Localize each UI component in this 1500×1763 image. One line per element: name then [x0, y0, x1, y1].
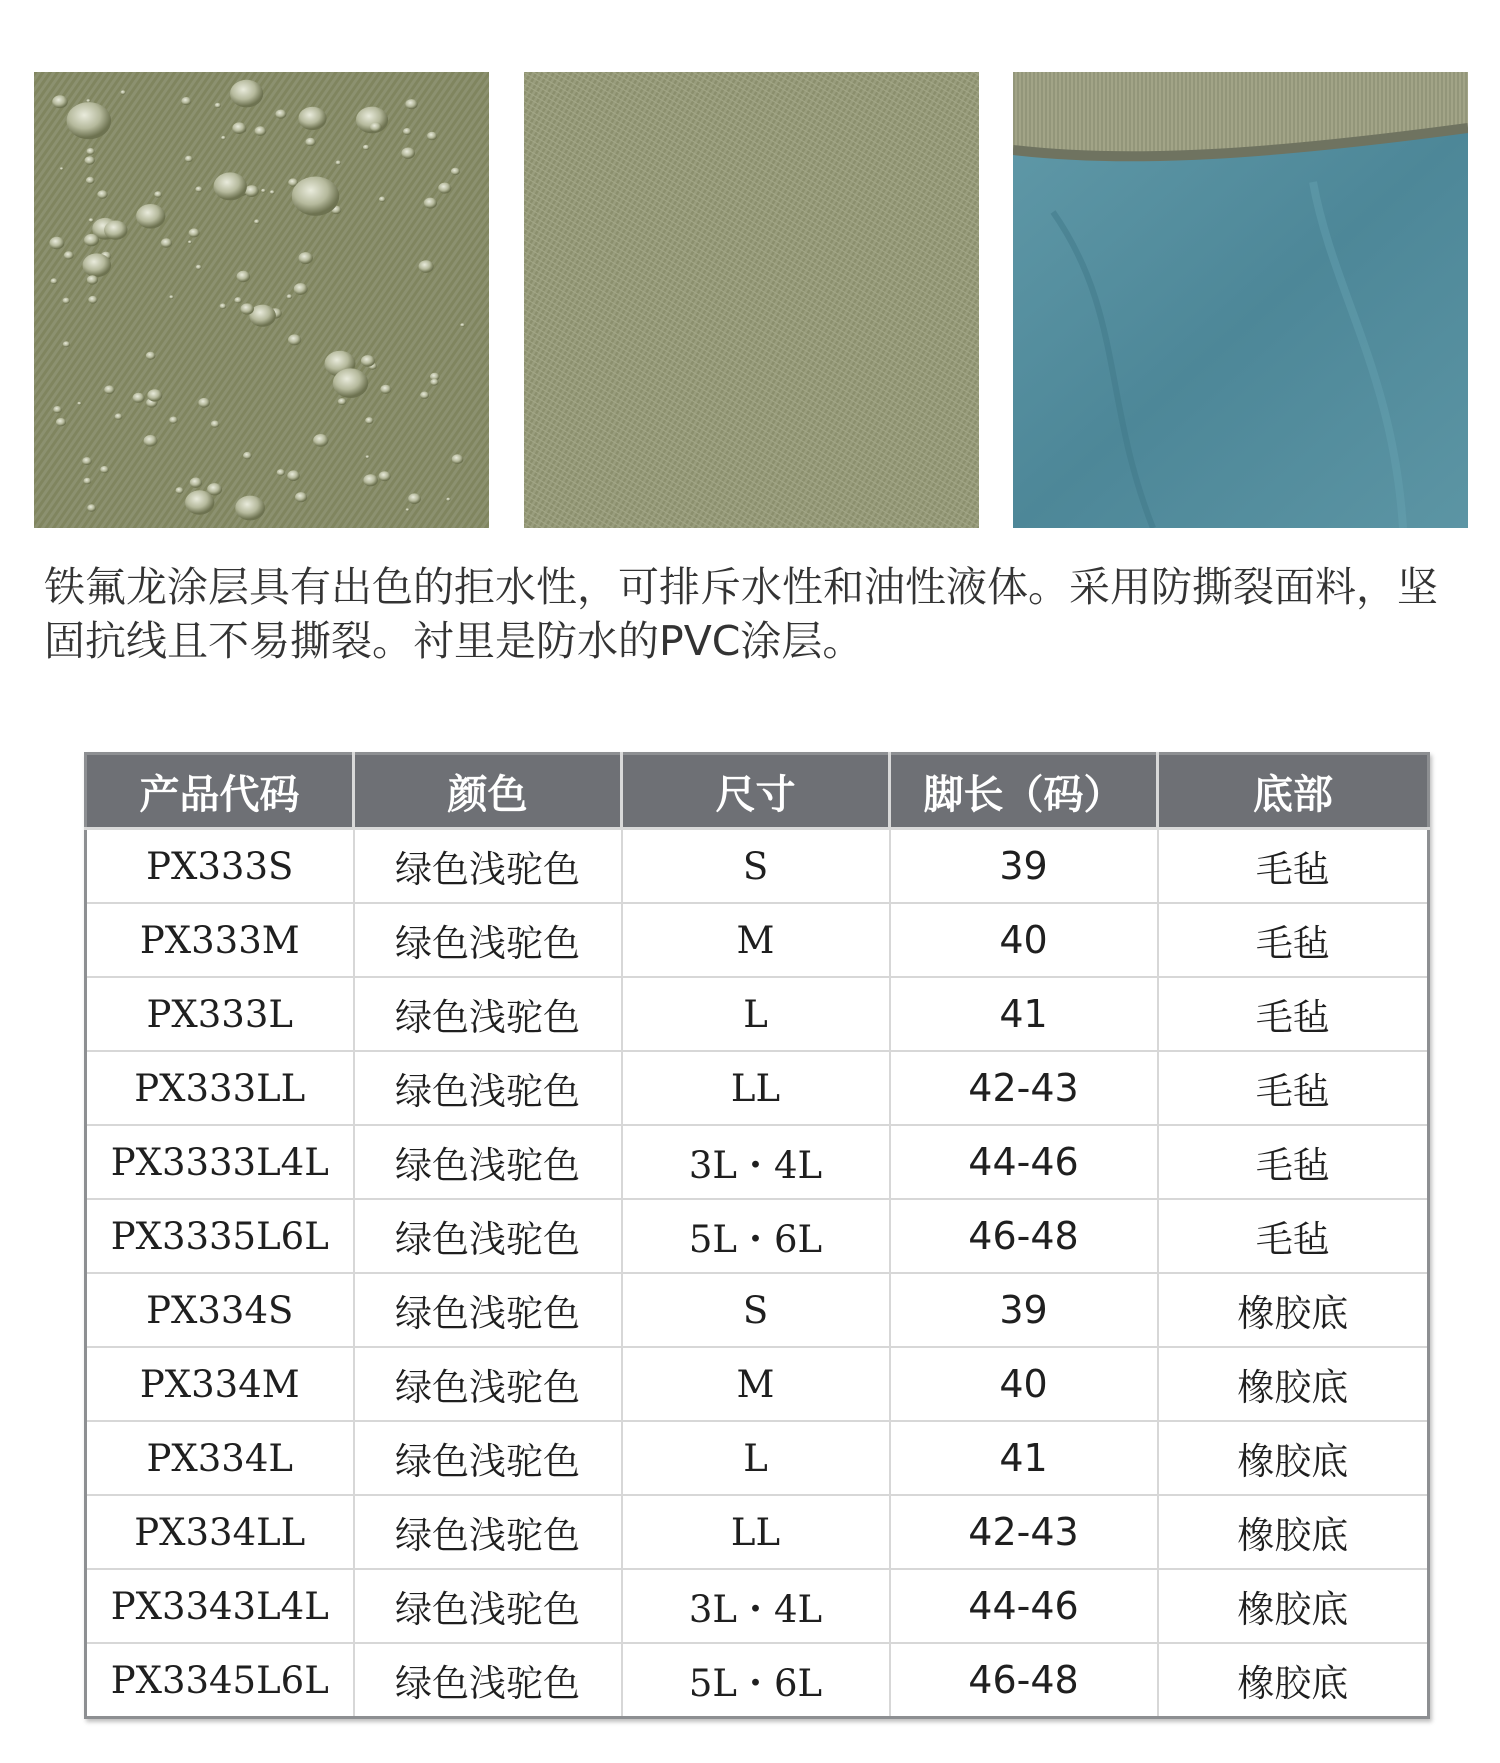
cell-size: 5L・6L	[622, 1199, 890, 1273]
cell-sole: 毛毡	[1158, 903, 1429, 977]
water-droplet	[161, 238, 172, 247]
water-droplet	[87, 148, 95, 155]
table-row	[86, 1495, 1429, 1569]
water-droplet	[154, 191, 162, 197]
water-droplet	[169, 295, 173, 299]
cell-sole: 橡胶底	[1158, 1421, 1429, 1495]
water-droplet	[146, 352, 156, 360]
water-droplet	[363, 474, 378, 486]
water-droplet	[121, 90, 126, 94]
water-droplet	[446, 498, 450, 502]
cell-color: 绿色浅驼色	[354, 1495, 622, 1569]
water-droplet	[60, 167, 64, 170]
cell-size: LL	[622, 1051, 890, 1125]
cell-size: S	[622, 1273, 890, 1347]
cell-foot-length: 42-43	[890, 1495, 1158, 1569]
cell-sole: 橡胶底	[1158, 1273, 1429, 1347]
water-droplet	[87, 275, 98, 284]
cell-product-code: PX334M	[86, 1347, 354, 1421]
water-droplet	[198, 398, 210, 408]
table-row	[86, 1051, 1429, 1125]
table-row	[86, 1569, 1429, 1643]
cell-color: 绿色浅驼色	[354, 1199, 622, 1273]
water-droplet	[235, 496, 265, 521]
cell-sole: 橡胶底	[1158, 1495, 1429, 1569]
cell-product-code: PX3343L4L	[86, 1569, 354, 1643]
water-droplet	[181, 97, 191, 105]
cell-product-code: PX333LL	[86, 1051, 354, 1125]
cell-product-code: PX334LL	[86, 1495, 354, 1569]
water-droplet	[365, 417, 373, 424]
water-droplet	[100, 466, 109, 473]
cell-color: 绿色浅驼色	[354, 1273, 622, 1347]
cell-sole: 橡胶底	[1158, 1569, 1429, 1643]
water-droplet	[241, 303, 254, 314]
cell-product-code: PX3335L6L	[86, 1199, 354, 1273]
cell-foot-length: 44-46	[890, 1125, 1158, 1199]
water-droplet	[237, 271, 251, 282]
cell-foot-length: 44-46	[890, 1569, 1158, 1643]
water-droplet	[136, 204, 165, 229]
water-droplet	[336, 161, 341, 166]
table-row	[86, 1347, 1429, 1421]
water-droplet	[254, 219, 259, 224]
cell-size: S	[622, 829, 890, 904]
water-droplet	[211, 421, 220, 428]
cell-sole: 橡胶底	[1158, 1347, 1429, 1421]
water-droplet	[86, 99, 90, 102]
water-droplet	[427, 132, 437, 141]
cell-foot-length: 39	[890, 1273, 1158, 1347]
cell-color: 绿色浅驼色	[354, 903, 622, 977]
water-droplet	[64, 251, 74, 259]
water-droplet	[288, 334, 301, 345]
table-row	[86, 977, 1429, 1051]
cell-color: 绿色浅驼色	[354, 1347, 622, 1421]
cell-sole: 毛毡	[1158, 1199, 1429, 1273]
table-row	[86, 1125, 1429, 1199]
cell-sole: 毛毡	[1158, 1051, 1429, 1125]
water-droplet	[195, 186, 202, 192]
water-droplet	[185, 156, 193, 163]
cell-sole: 毛毡	[1158, 1125, 1429, 1199]
cell-color: 绿色浅驼色	[354, 1421, 622, 1495]
water-droplet	[144, 435, 158, 447]
cell-foot-length: 46-48	[890, 1643, 1158, 1718]
water-droplet	[63, 298, 70, 304]
water-droplet	[230, 80, 263, 108]
water-droplet	[188, 241, 192, 244]
water-droplet	[460, 323, 465, 327]
water-droplet	[419, 260, 434, 273]
cell-product-code: PX3333L4L	[86, 1125, 354, 1199]
water-droplet	[190, 478, 202, 488]
cell-size: M	[622, 1347, 890, 1421]
water-droplet	[305, 138, 315, 147]
table-header-row	[86, 754, 1429, 829]
water-droplet	[438, 183, 451, 194]
water-droplet	[115, 413, 123, 419]
water-droplet	[366, 455, 370, 458]
water-droplet	[420, 392, 429, 399]
water-droplet	[189, 228, 200, 237]
water-droplet	[299, 252, 313, 264]
cell-size: L	[622, 1421, 890, 1495]
water-droplet	[84, 234, 99, 246]
water-droplet	[215, 103, 221, 108]
cell-size: 5L・6L	[622, 1643, 890, 1718]
water-droplet	[295, 492, 307, 502]
water-droplet	[452, 454, 464, 464]
water-droplet	[294, 283, 308, 295]
water-droplet	[185, 490, 214, 514]
water-droplet	[292, 177, 339, 216]
water-droplet	[406, 508, 410, 511]
water-droplet	[338, 398, 346, 405]
pvc-lining-image	[1013, 72, 1468, 528]
cell-sole: 毛毡	[1158, 829, 1429, 904]
water-droplet	[86, 177, 95, 184]
water-droplet	[277, 469, 285, 476]
water-droplet	[270, 190, 275, 194]
cell-foot-length: 41	[890, 977, 1158, 1051]
water-droplet	[451, 168, 460, 175]
water-droplet	[261, 189, 266, 193]
water-droplet	[287, 294, 292, 299]
header-size: 尺寸	[622, 754, 890, 829]
water-droplet	[275, 110, 286, 119]
water-droplet	[424, 198, 437, 209]
water-droplet	[221, 136, 226, 140]
fabric-texture-image	[524, 72, 979, 528]
water-droplet	[77, 402, 81, 405]
water-droplet	[104, 385, 115, 394]
water-droplet	[63, 341, 70, 347]
table-row	[86, 1273, 1429, 1347]
water-droplet	[379, 471, 391, 481]
water-droplet	[408, 493, 421, 504]
table-row	[86, 1643, 1429, 1718]
table-row	[86, 829, 1429, 904]
header-product-code: 产品代码	[86, 754, 354, 829]
water-droplet	[147, 389, 162, 401]
water-droplet	[82, 457, 92, 465]
water-droplet	[196, 265, 202, 270]
water-droplet	[176, 487, 184, 494]
cell-size: L	[622, 977, 890, 1051]
cell-color: 绿色浅驼色	[354, 1125, 622, 1199]
fabric-water-droplets-image	[34, 72, 489, 528]
cell-foot-length: 40	[890, 1347, 1158, 1421]
water-droplet	[234, 297, 241, 303]
cell-product-code: PX3345L6L	[86, 1643, 354, 1718]
cell-foot-length: 46-48	[890, 1199, 1158, 1273]
water-droplet	[405, 99, 417, 109]
water-droplet	[89, 218, 94, 222]
water-droplet	[53, 406, 62, 413]
cell-size: 3L・4L	[622, 1569, 890, 1643]
water-droplet	[49, 237, 64, 250]
water-droplet	[255, 126, 267, 136]
water-droplet	[104, 221, 127, 240]
table-row	[86, 1199, 1429, 1273]
cell-foot-length: 41	[890, 1421, 1158, 1495]
water-droplet	[83, 253, 112, 277]
header-sole: 底部	[1158, 754, 1429, 829]
cell-product-code: PX334S	[86, 1273, 354, 1347]
cell-size: 3L・4L	[622, 1125, 890, 1199]
water-droplet	[133, 393, 145, 403]
water-droplet	[430, 379, 438, 386]
water-droplet	[87, 504, 96, 511]
water-droplet	[85, 156, 95, 165]
water-droplet	[370, 122, 382, 132]
cell-product-code: PX333M	[86, 903, 354, 977]
water-droplet	[243, 452, 252, 459]
water-droplet	[84, 478, 92, 485]
water-droplet	[380, 385, 391, 394]
cell-sole: 橡胶底	[1158, 1643, 1429, 1718]
water-droplet	[52, 95, 68, 108]
cell-foot-length: 39	[890, 829, 1158, 904]
water-droplet	[88, 296, 97, 304]
water-droplet	[51, 278, 58, 284]
cell-color: 绿色浅驼色	[354, 1643, 622, 1718]
header-foot-length: 脚长（码）	[890, 754, 1158, 829]
water-droplet	[220, 303, 227, 309]
cell-product-code: PX333L	[86, 977, 354, 1051]
water-droplet	[67, 102, 112, 139]
cell-size: M	[622, 903, 890, 977]
cell-product-code: PX333S	[86, 829, 354, 904]
water-droplet	[403, 128, 411, 135]
water-droplet	[363, 145, 369, 150]
header-color: 颜色	[354, 754, 622, 829]
cell-color: 绿色浅驼色	[354, 829, 622, 904]
water-droplet	[232, 122, 246, 134]
water-droplet	[298, 107, 326, 130]
cell-sole: 毛毡	[1158, 977, 1429, 1051]
water-droplet	[56, 418, 66, 426]
water-droplet	[287, 470, 300, 481]
water-droplet	[401, 148, 415, 159]
cell-color: 绿色浅驼色	[354, 977, 622, 1051]
cell-size: LL	[622, 1495, 890, 1569]
water-droplet	[313, 434, 328, 447]
water-droplet	[214, 172, 247, 200]
product-description: 铁氟龙涂层具有出色的拒水性，可排斥水性和油性液体。采用防撕裂面料，坚固抗线且不易撕裂。衬里是防水的PVC涂层。	[44, 563, 1438, 665]
cell-foot-length: 40	[890, 903, 1158, 977]
cell-product-code: PX334L	[86, 1421, 354, 1495]
water-droplet	[379, 197, 386, 203]
table-row	[86, 1421, 1429, 1495]
water-droplet	[169, 417, 178, 424]
cell-foot-length: 42-43	[890, 1051, 1158, 1125]
table-row	[86, 903, 1429, 977]
water-droplet	[361, 355, 375, 367]
cell-color: 绿色浅驼色	[354, 1569, 622, 1643]
water-droplet	[333, 368, 368, 398]
water-droplet	[97, 190, 107, 199]
cell-color: 绿色浅驼色	[354, 1051, 622, 1125]
size-spec-table	[84, 752, 1430, 1719]
